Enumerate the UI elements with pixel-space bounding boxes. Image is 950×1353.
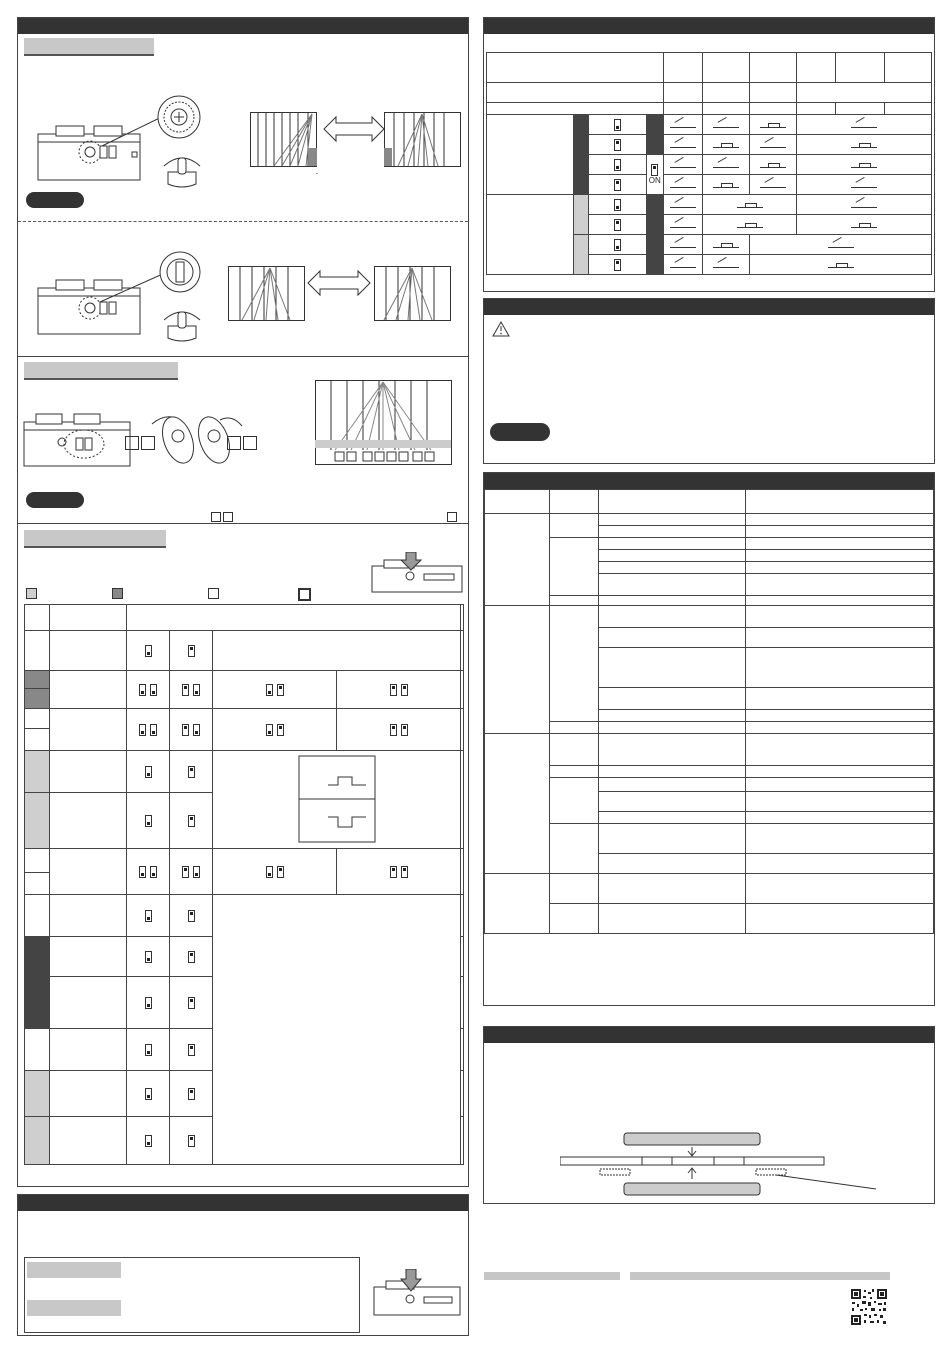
timing-diagram [298, 755, 376, 843]
detection-pattern-before-1 [250, 112, 320, 174]
legend-light-gray [26, 588, 37, 599]
section-divider-dashed [18, 221, 468, 222]
detection-pattern-after-1 [384, 112, 464, 174]
on-label: ON [648, 176, 661, 185]
footer-bar-left [484, 1272, 620, 1280]
legend-bold [298, 588, 311, 601]
rotary-dial-icon[interactable] [156, 94, 202, 140]
dip-switch-table [24, 604, 464, 1165]
adjustment-knob-icon-2 [158, 300, 206, 346]
legend-dark-gray [112, 588, 123, 599]
device-top-view [370, 552, 466, 598]
caution-header [484, 299, 934, 315]
detection-pattern-rows [315, 380, 455, 470]
area-adjust-subhead [24, 38, 154, 56]
spec-table [484, 489, 934, 934]
sensor-device-drawing-1 [36, 96, 236, 206]
note-pill-2 [26, 492, 84, 508]
dip-switch-panel [17, 524, 469, 1187]
output-mode-header [484, 18, 934, 34]
bottom-left-inner-box [24, 1257, 360, 1333]
adjustment-panel [17, 17, 469, 524]
installation-diagram [560, 1131, 890, 1201]
dip-switch-subhead [24, 530, 166, 548]
adjustment-panel-header [18, 18, 468, 34]
legend-white [208, 588, 219, 599]
installation-header [484, 1027, 934, 1043]
spec-panel [483, 472, 935, 1006]
adjustment-knob-icon [158, 146, 206, 192]
inner-subhead-2 [27, 1300, 121, 1316]
output-mode-panel [483, 17, 935, 292]
note-pill-1 [26, 192, 84, 208]
note-pill-3 [490, 423, 550, 441]
bottom-left-panel [17, 1194, 469, 1336]
detection-pattern-after-2 [374, 266, 454, 326]
footer-bar-right [630, 1272, 890, 1280]
dip-switch[interactable] [145, 645, 152, 657]
caution-panel [483, 298, 935, 464]
section-divider [18, 356, 468, 357]
detection-pattern-before-2 [228, 266, 308, 326]
bottom-left-header [18, 1195, 468, 1211]
row-adjust-subhead [24, 362, 178, 380]
row-selector-boxes-right [226, 434, 258, 452]
dip-switch[interactable] [188, 645, 195, 657]
sensor-device-drawing-2 [36, 254, 236, 354]
output-mode-table [486, 52, 932, 275]
device-top-view-2 [372, 1269, 464, 1325]
row-selector-boxes-left [124, 434, 156, 452]
qr-code-icon[interactable] [850, 1288, 888, 1326]
warning-icon [492, 321, 510, 337]
rotary-dial-icon-2[interactable] [158, 250, 202, 294]
inner-subhead-1 [27, 1262, 121, 1278]
double-arrow-2 [306, 268, 372, 298]
double-arrow-1 [322, 114, 386, 144]
installation-panel [483, 1026, 935, 1204]
spec-header [484, 473, 934, 489]
